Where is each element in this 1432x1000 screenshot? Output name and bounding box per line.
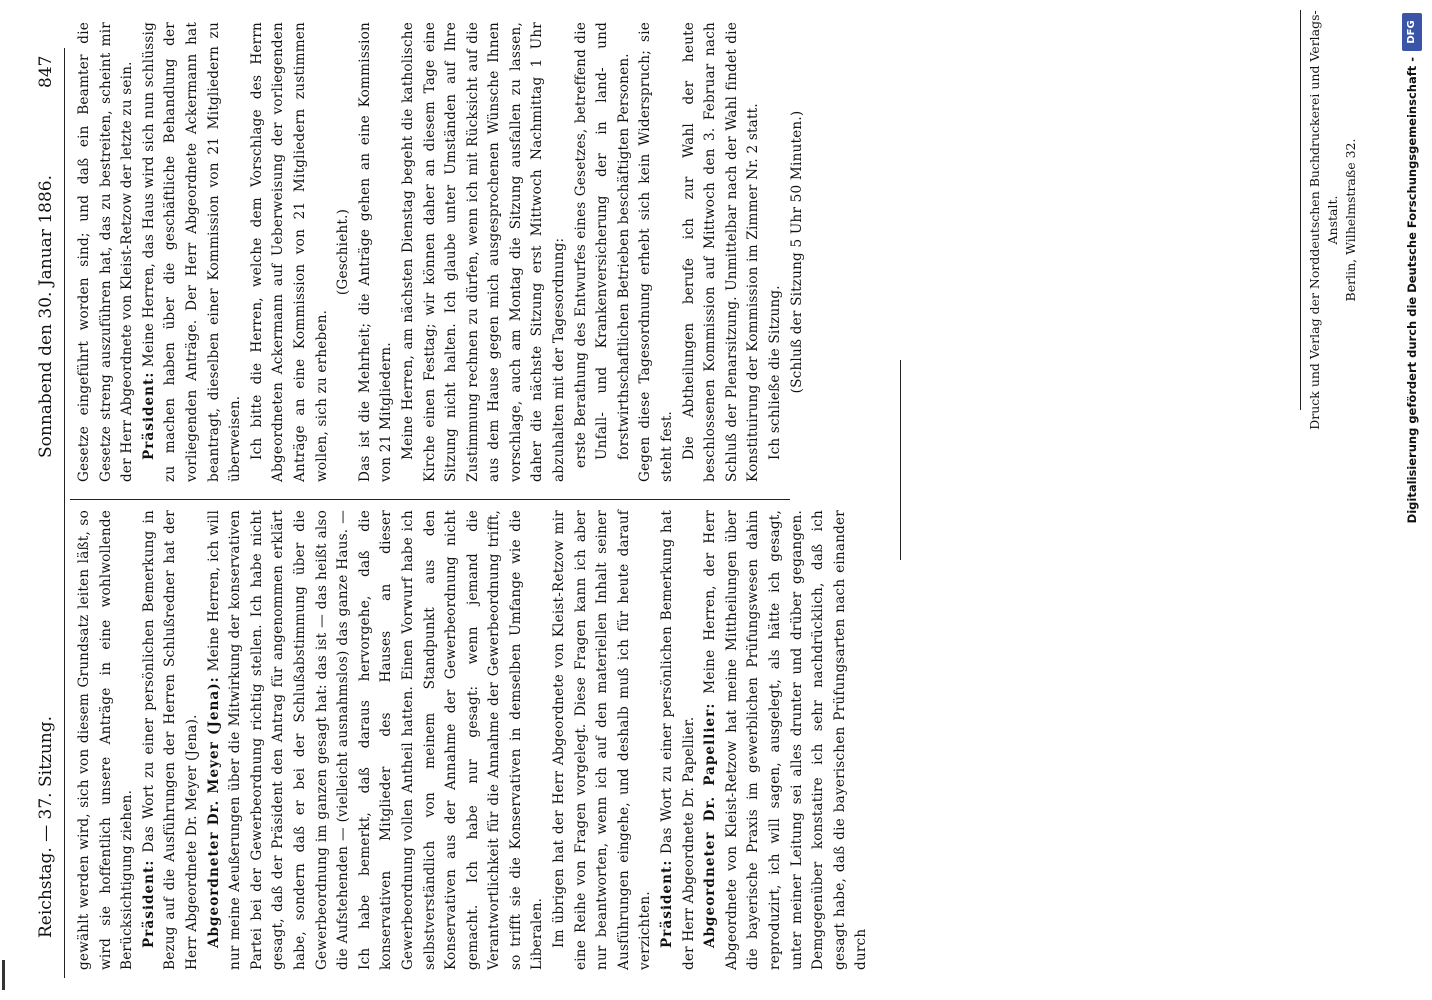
speaker-label: Abgeordneter Dr. Meyer (Jena): — [205, 676, 222, 948]
imprint-line-1: Druck und Verlag der Norddeutschen Buchdruckerei und Verlags-Anstalt. — [1307, 10, 1340, 430]
paragraph-text: Meine Herren, ich will nur meine Aeußerungen über die Mitwirkung der konservativen Partei bei der Gewerbeordnung richtig stellen. Ich habe nicht gesagt, daß der Präsident den Antrag für angenommen erklärt habe, sondern daß er bei der Schlußabstimmung über die Gewerbeordnung im ganzen gesagt hat: das ist — das heißt also die Aufstehenden — (vielleicht ausnahmslos) das ganze Haus. — Ich habe bemerkt, daß daraus hervorgehe, daß die konservativen Mitglieder des Hauses an dieser Gewerbeordnung vollen Antheil hatten. Einen Vorwurf habe ich selbstverständlich von meinem Standpunkt aus den Konservativen aus der Annahme der Gewerbeordnung nicht gemacht. Ich habe nur gesagt: wenn jemand die Verantwortlichkeit für die Annahme der Gewerbeordnung trifft, so trifft sie die Konservativen in demselben Umfange wie die Liberalen. — [205, 510, 546, 970]
right-paragraph-4: (Geschieht.) — [335, 208, 352, 296]
session-close-note: (Schluß der Sitzung 5 Uhr 50 Minuten.) — [788, 110, 805, 394]
right-paragraph-3: Ich bitte die Herren, welche dem Vorschlage des Herrn Abgeordneten Ackermann auf Ueberweisung der vorliegenden Anträge an eine Kommission von 21 Mitgliedern zustimmen wollen, sich zu erheben. — [248, 22, 330, 482]
right-column — [74, 22, 805, 482]
column-rule — [70, 499, 790, 500]
paragraph-text: Das Wort zu einer persönlichen Bemerkung in Bezug auf die Ausführungen der Herren Schlußredner hat der Herr Abgeordnete Dr. Meyer (Jena). — [140, 510, 200, 970]
agenda-item: erste Berathung des Entwurfes eines Gesetzes, betreffend die Unfall- und Krankenversicherung der in land- und forstwirthschaftlichen Betrieben beschäftigten Personen. — [572, 22, 632, 468]
paragraph-text: Meine Herren, das Haus wird sich nun schlüssig zu machen haben über die geschäftliche Behandlung der vorliegenden Anträge. Der Herr Abgeordnete Ackermann hat beantragt, dieselben einer Kommission von 21 Mitgliedern zu überweisen. — [140, 22, 244, 482]
left-paragraph-3 — [204, 510, 550, 970]
left-paragraph-1: gewählt werden wird, sich von diesem Grundsatz leiten läßt, so wird sie hoffentlich unsere Anträge in eine wohlwollende Berücksichtigung ziehen. — [76, 510, 136, 970]
paragraph-text: Meine Herren, der Herr Abgeordnete von Kleist-Retzow hat meine Mittheilungen über die bayerische Praxis im gewerblichen Prüfungswesen dahin reproduzirt, ich will sagen, ausgelegt, als hätte ich gesagt, unter meiner Leitung sei alles drunter und drüber gegangen. Demgegenüber konstatire ich sehr nachdrücklich, daß ich gesagt habe, daß die bayerischen Prüfungsarten nach einander durch — [702, 510, 870, 970]
header-rule — [64, 48, 65, 978]
margin-rule — [900, 360, 901, 560]
right-paragraph-5: Das ist die Mehrheit; die Anträge gehen an eine Kommission von 21 Mitgliedern. — [356, 22, 395, 482]
header-session: Reichstag. — 37. Sitzung. — [36, 715, 56, 938]
left-column — [74, 510, 870, 970]
header-date: Sonnabend den 30. Januar 1886. — [36, 174, 56, 458]
speaker-label: Präsident: — [140, 859, 157, 948]
digitization-stamp — [1402, 13, 1426, 988]
right-paragraph-9: Die Abtheilungen berufe ich zur Wahl der heute beschlossenen Kommission auf Mittwoch den 3. Februar nach Schluß der Plenarsitzung. Unmittelbar nach der Wahl findet die Konstituirung der Kommission im Zimmer Nr. 2 statt. — [680, 22, 762, 482]
paragraph-text: Das Wort zu einer persönlichen Bemerkung hat der Herr Abgeordnete Dr. Papellier. — [659, 510, 697, 970]
imprint-line-2: Berlin, Wilhelmstraße 32. — [1343, 138, 1358, 302]
digitization-stamp-text: Digitalisierung gefördert durch die Deutsche Forschungsgemeinschaft - — [1405, 57, 1419, 524]
right-paragraph-2 — [139, 22, 247, 482]
imprint-rule — [1300, 10, 1301, 410]
left-paragraph-4: Im übrigen hat der Herr Abgeordnete von Kleist-Retzow mir eine Reihe von Fragen vorgelegt. Diese Fragen kann ich aber nur beantworten, wenn ich auf den materiellen Inhalt seiner Ausführungen eingehe, und deshalb muß ich für heute darauf verzichten. — [551, 510, 654, 970]
right-paragraph-8: Gegen diese Tagesordnung erhebt sich kein Widerspruch; sie steht fest. — [637, 22, 676, 482]
right-paragraph-6: Meine Herren, am nächsten Dienstag begeht die katholische Kirche einen Festtag; wir können daher an diesem Tage eine Sitzung nicht halten. Ich glaube unter Umständen auf Ihre Zustimmung rechnen zu dürfen, wenn ich mit Rücksicht auf die aus dem Hause gegen mich ausgesprochenen Wünsche Ihnen vorschlage, auch am Montag die Sitzung ausfallen zu lassen, daher die nächste Sitzung erst Mittwoch Nachmittag 1 Uhr abzuhalten mit der Tagesordnung: — [399, 22, 568, 482]
page-number: 847 — [36, 55, 56, 88]
left-paragraph-5 — [657, 510, 700, 970]
right-paragraph-10: Ich schließe die Sitzung. — [767, 285, 783, 460]
imprint — [1306, 0, 1360, 440]
speaker-label: Abgeordneter Dr. Papellier: — [702, 702, 719, 948]
running-header — [30, 48, 66, 978]
dfg-logo-icon: DFG — [1402, 13, 1422, 51]
left-paragraph-2 — [139, 510, 204, 970]
left-paragraph-6 — [700, 510, 873, 970]
right-paragraph-1: Gesetze eingeführt worden sind; und daß ein Beamter die Gesetze streng auszuführen hat, das zu bestreiten, scheint mir der Herr Abgeordnete von Kleist-Retzow der letzte zu sein. — [76, 22, 136, 482]
speaker-label: Präsident: — [659, 859, 676, 948]
scan-edge-mark — [2, 960, 5, 990]
speaker-label: Präsident: — [140, 371, 157, 460]
